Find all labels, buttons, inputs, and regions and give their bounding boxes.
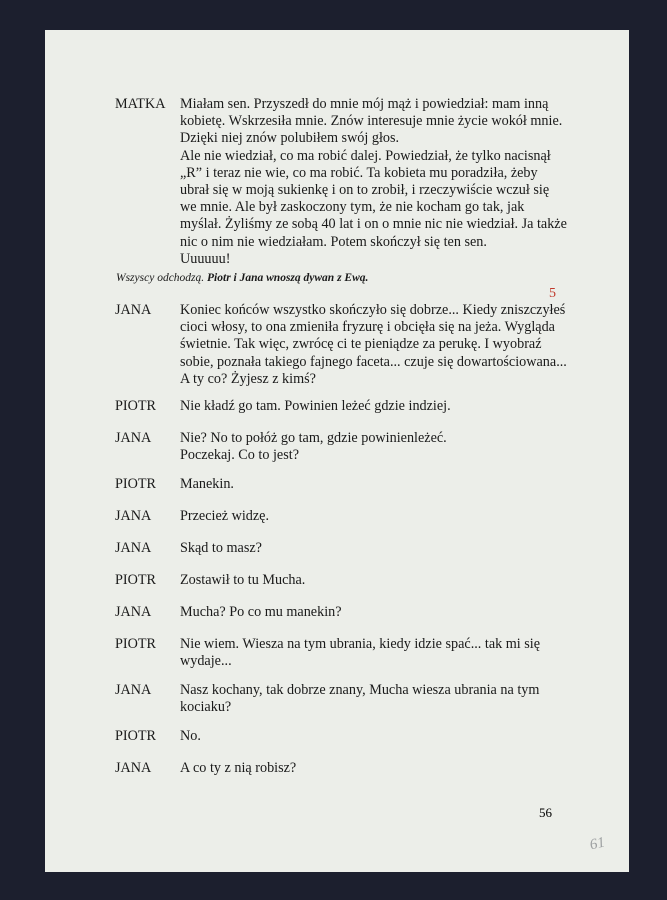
dialogue-line: Dzięki niej znów polubiłem swój głos. (180, 130, 400, 147)
speaker-name: JANA (115, 508, 152, 524)
dialogue-line: Uuuuuu! (180, 250, 231, 267)
dialogue-line: ubrał się w moją sukienkę i on to zrobił, i rzeczywiście wczuł się (180, 182, 550, 198)
dialogue-line: Miałam sen. Przyszedł do mnie mój mąż i powiedział: mam inną (180, 96, 549, 112)
speaker-name: JANA (115, 430, 152, 446)
dialogue-line: „R” i teraz nie wie, co ma robić. Ta kobieta mu poradziła, żeby (180, 164, 538, 181)
dialogue-line: Skąd to masz? (180, 540, 262, 556)
speaker-name: PIOTR (115, 636, 156, 652)
stage-direction-text: Wszyscy odchodzą. (116, 272, 208, 284)
dialogue-line: Zostawił to tu Mucha. (180, 572, 306, 588)
dialogue-line: Ale nie wiedział, co ma robić dalej. Powiedział, że tylko nacisnął (180, 147, 551, 164)
dialogue-line: nic o nim nie wiedziałam. Potem skończył się ten sen. (180, 233, 487, 250)
speaker-name: JANA (115, 760, 152, 776)
dialogue-line: Nie? No to połóż go tam, gdzie powinienleżeć. (180, 430, 447, 446)
speaker-name: JANA (115, 682, 152, 698)
speaker-name: PIOTR (115, 572, 156, 588)
dialogue-line: Koniec końców wszystko skończyło się dobrze... Kiedy zniszczyłeś (180, 302, 566, 318)
stage-direction (116, 270, 368, 287)
speaker-name: JANA (115, 302, 152, 318)
speaker-name: JANA (115, 540, 152, 556)
dialogue-line: Poczekaj. Co to jest? (180, 447, 299, 464)
stage-direction-bold: Piotr i Jana wnoszą dywan z Ewą. (207, 272, 369, 284)
speaker-name: PIOTR (115, 398, 156, 414)
dialogue-line: A co ty z nią robisz? (180, 760, 297, 776)
dialogue-line: Nie wiem. Wiesza na tym ubrania, kiedy idzie spać... tak mi się (180, 636, 541, 652)
speaker-name: PIOTR (115, 728, 156, 744)
dialogue-line: Przecież widzę. (180, 508, 270, 524)
speaker-name: MATKA (115, 96, 166, 112)
dialogue-line: Nie kładź go tam. Powinien leżeć gdzie indziej. (180, 398, 451, 414)
dialogue-line: Mucha? Po co mu manekin? (180, 604, 342, 620)
dialogue-line: kociaku? (180, 699, 232, 716)
document-page (45, 30, 629, 872)
dialogue-line: A ty co? Żyjesz z kimś? (180, 370, 316, 387)
dialogue-line: myślał. Żyliśmy ze sobą 40 lat i on o mnie nic nie wiedział. Ja także (180, 216, 567, 233)
dialogue-line: cioci włosy, to ona zmieniła fryzurę i obcięła się na jeża. Wygląda (180, 319, 555, 336)
dialogue-line: kobietę. Wskrzesiła mnie. Znów interesuje mnie życie wokół mnie. (180, 113, 563, 130)
dialogue-line: świetnie. Tak więc, zwrócę ci te pieniądze za perukę. I wyobraź (180, 336, 542, 353)
speaker-name: JANA (115, 604, 152, 620)
dialogue-line: wydaje... (180, 653, 232, 670)
handwritten-annotation: 61 (588, 834, 607, 854)
page-number: 56 (539, 805, 552, 820)
speaker-name: PIOTR (115, 476, 156, 492)
dialogue-line: Nasz kochany, tak dobrze znany, Mucha wiesza ubrania na tym (180, 682, 540, 698)
dialogue-line: No. (180, 728, 201, 744)
dialogue-line: Manekin. (180, 476, 234, 492)
dialogue-line: we mnie. Ale był zaskoczony tym, że nie kocham go tak, jak (180, 199, 525, 216)
margin-line-number: 5 (549, 286, 556, 301)
dialogue-line: sobie, poznała takiego fajnego faceta... czuje się dowartościowana... (180, 353, 567, 370)
